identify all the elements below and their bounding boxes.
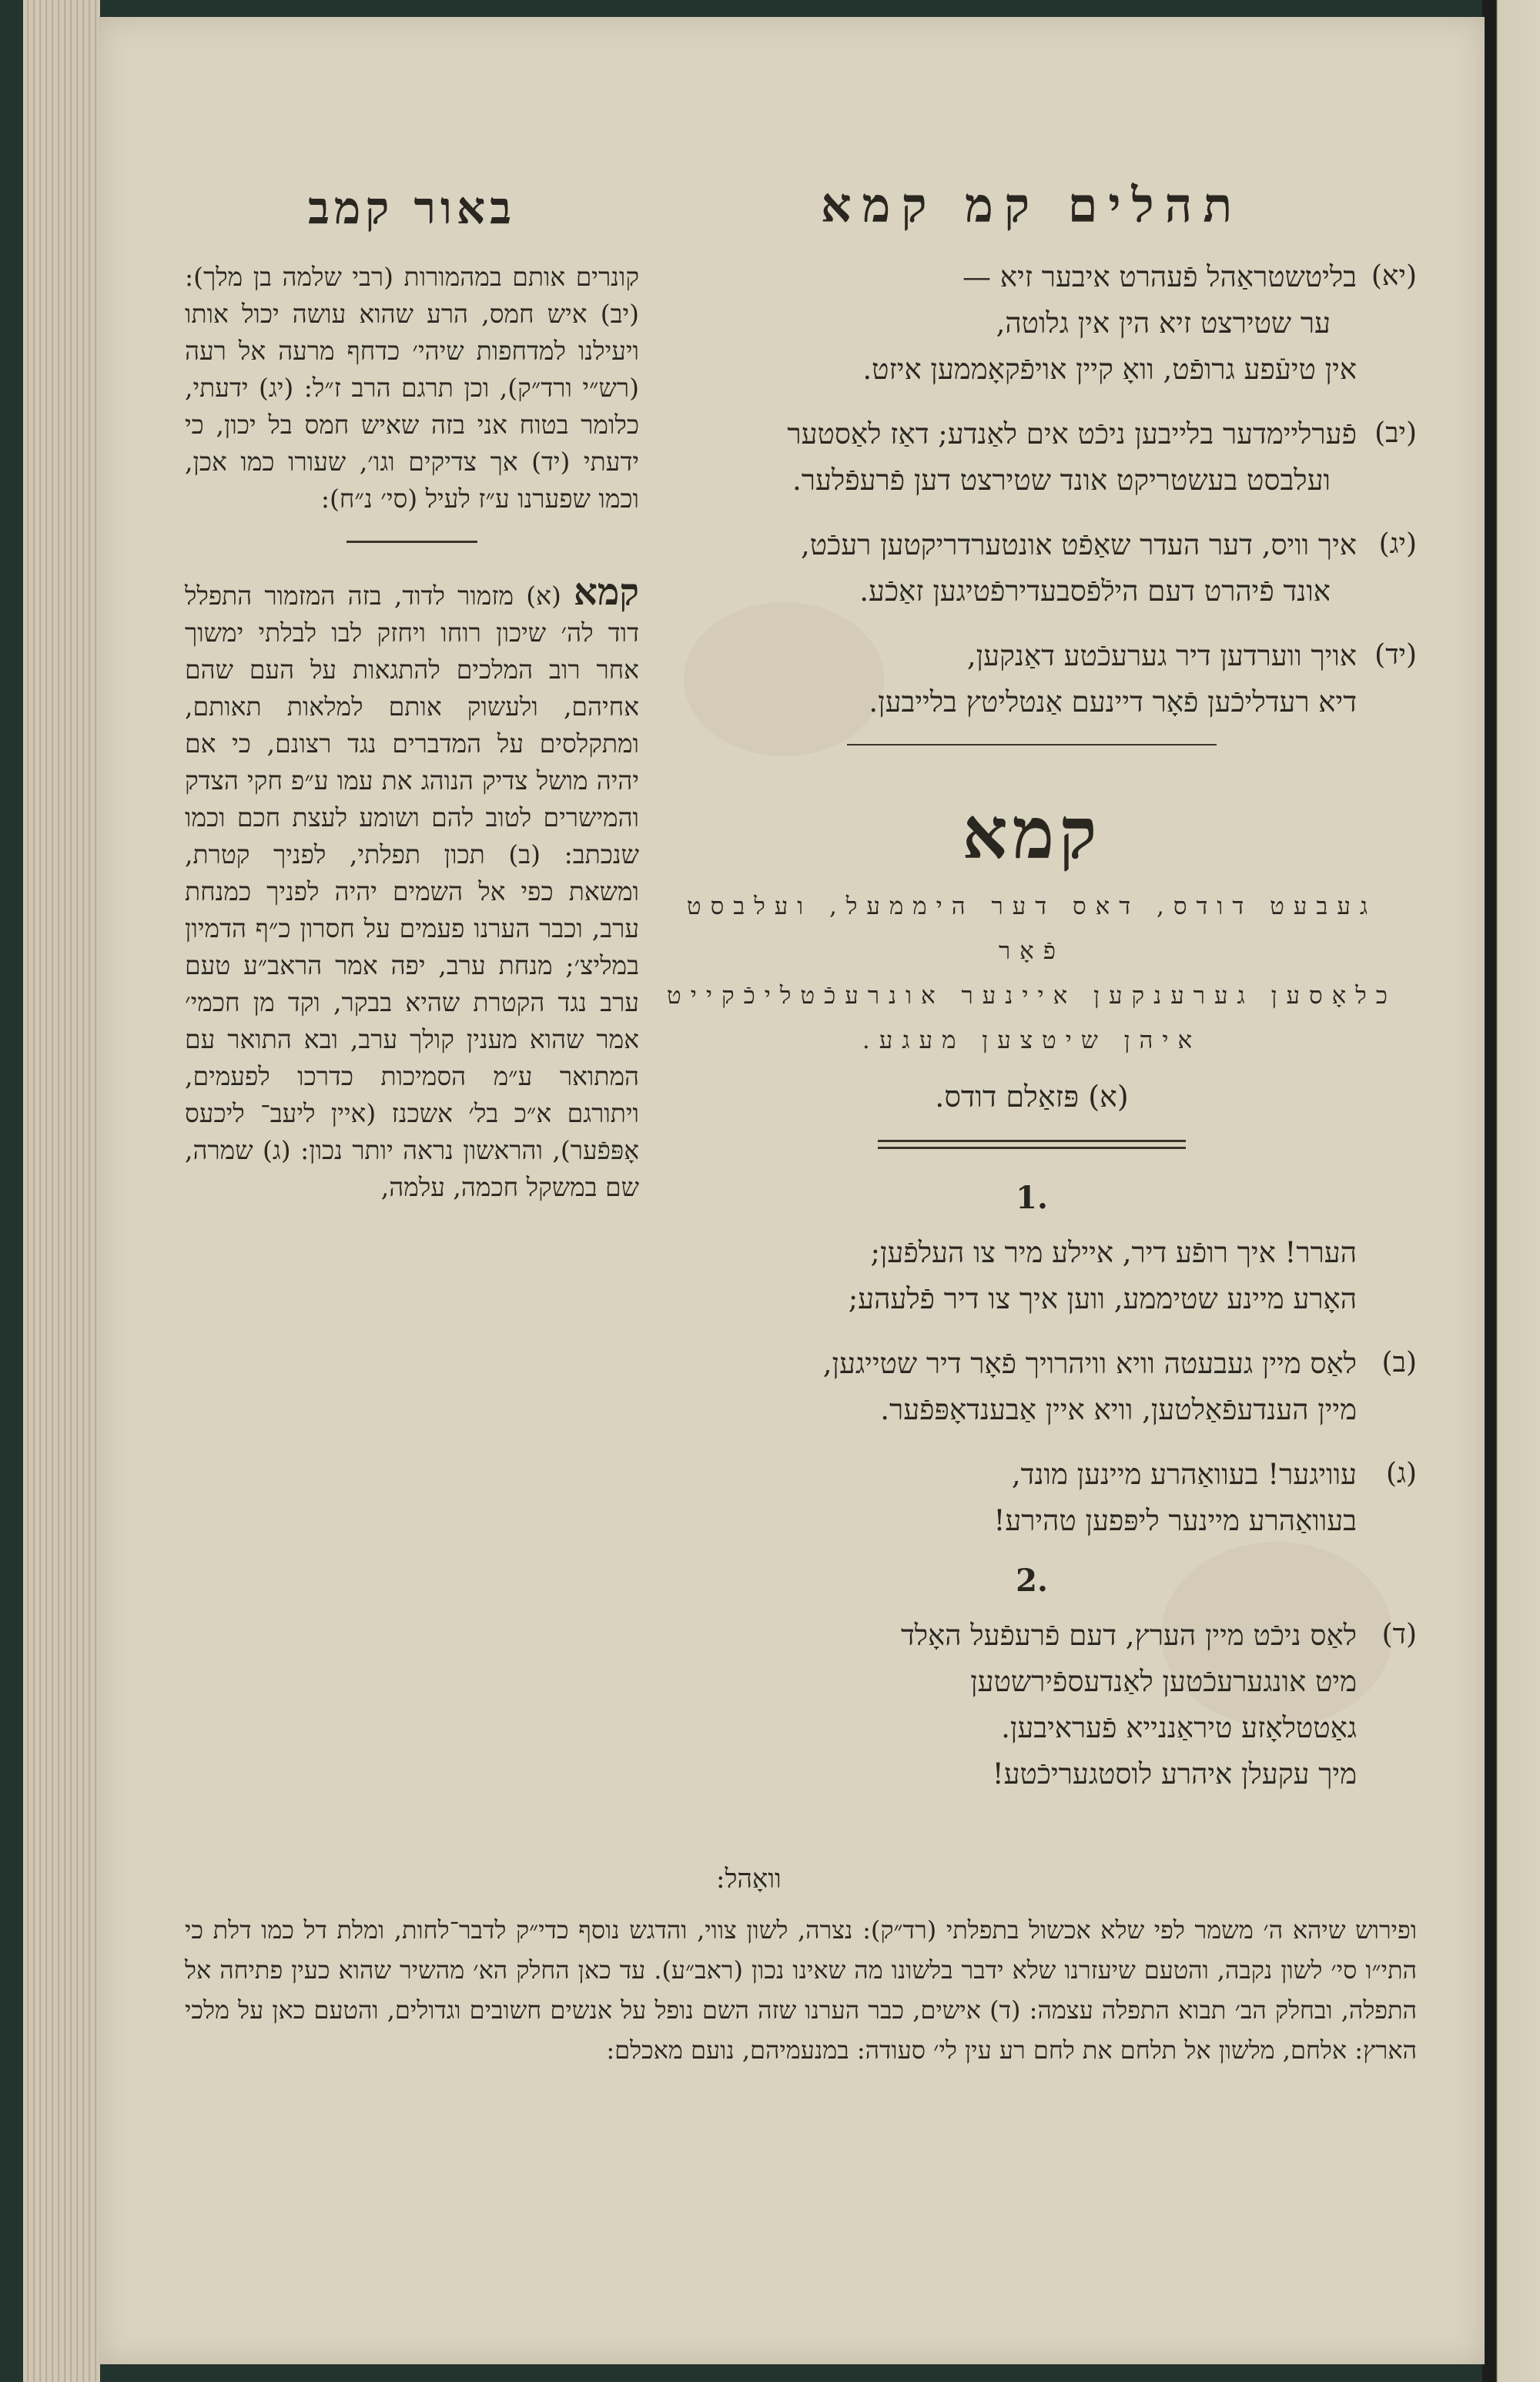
verse-line: בעוואַהרע מיינער ליפּפען טהירע!: [993, 1504, 1357, 1537]
verse-line: אין טיעֿפע גרופֿט, וואָ קיין אויפֿקאָממען איזט.: [862, 353, 1357, 386]
verse-line: איך וויס, דער העדר שאַפֿט אונטערדריקטען רעכֿט,: [801, 528, 1357, 561]
stanza-number: 1.: [1016, 1180, 1048, 1216]
running-header-left: באור קמב: [307, 182, 517, 234]
verse-line: גאַטטלאָזע טיראַננייא פֿעראיבען.: [1001, 1711, 1357, 1744]
psalm-subtitle-line: געבעט דודס, דאס דער היממעל, ועלבסט פֿאָר: [686, 893, 1378, 965]
psalm-superscript: (א) פּזאַלם דודס.: [935, 1080, 1129, 1114]
catchword: וואָהל:: [716, 1864, 782, 1895]
verse-number: (ב): [1381, 1347, 1417, 1379]
psalm-subtitle-line: כלאָסען גערענקען איינער אונרעכֿטליכֿקייט: [667, 982, 1397, 1010]
double-rule-divider: [878, 1140, 1186, 1149]
verse-number: (יא): [1371, 260, 1417, 292]
footnote-commentary: ופירוש שיהא ה׳ משמר לפי שלא אכשול בתפלתי (רד״ק): נצרה, לשון צווי, והדגש נוסף כדי״ק לדבר־לחות, ומלת דל כמו דלת כי התי״ו סי׳ לשון נקבה, והטעם שיעזרנו שלא ידבר בלשונו מה שאינו נכון (ראב״ע). עד כאן החלק הא׳ מהשיר שהוא כעין פתיחה אל התפלה, ובחלק הב׳ תבוא התפלה עצמה: (ד) אישים, כבר הערנו שזה השם נופל על אנשים חשובים וגדולים, והטעם כאן על מלכי הארץ: אלחם, מלשון אל תלחם את לחם רע עין לי׳ סעודה: במנעמיהם, נועם מאכלם:: [185, 1915, 1417, 2065]
commentary-divider: [346, 541, 477, 543]
verse-line: לאַס מיין געבעטה וויא וויהרויך פֿאָר דיר שטייגען,: [822, 1347, 1357, 1380]
verse-line: לאַס ניכֿט מיין הערץ, דעם פֿרעפֿעל האָלד: [900, 1619, 1357, 1652]
verse: [647, 254, 1417, 393]
verse: [647, 1341, 1417, 1433]
verse-line: עוויגער! בעוואַהרע מיינען מונד,: [1011, 1458, 1357, 1491]
commentary-column: [185, 162, 639, 1206]
verse: [647, 522, 1417, 615]
verse-line: ועלבסט בעשטריקט אונד שטירצט דען פֿרעפֿלער.: [792, 464, 1331, 497]
verse-number: [1357, 1230, 1417, 1322]
verse-number: (ד): [1381, 1619, 1417, 1650]
verse: [647, 411, 1417, 504]
verse: [647, 1613, 1417, 1797]
verse-number: (יב): [1374, 417, 1417, 449]
verse-line: פֿערליימדער בלייבען ניכֿט אים לאַנדע; דאַז לאַסטער: [787, 417, 1357, 451]
section-divider: [847, 744, 1217, 745]
verse-line: מיך עקעלן איהרע לוסטגעריכֿטע!: [992, 1757, 1357, 1791]
running-header-right: תהלים קמ קמא: [820, 177, 1244, 233]
psalm-title: קמא: [962, 792, 1102, 875]
verse-number: (יד): [1374, 639, 1417, 671]
verse-line: ער שטירצט זיא הין אין גלוטה,: [996, 307, 1331, 340]
verse-line: מיין הענדעפֿאַלטען, וויא איין אַבענדאָפּפֿער.: [880, 1393, 1357, 1426]
verse-number: (ג): [1386, 1458, 1417, 1489]
psalm-subtitle-line: איהן שיטצען מעגע.: [862, 1027, 1202, 1054]
verse: [647, 1452, 1417, 1544]
book-facing-page-edge: [1482, 0, 1540, 2382]
verse-line: אונד פֿיהרט דעם הילֿפֿסבעדירפֿטיגען זאַכֿע.: [859, 575, 1331, 608]
verse: [647, 1230, 1417, 1322]
commentary-body: (א) מזמור לדוד, בזה המזמור התפלל דוד לה׳ שיכון רוחו ויחזק לבו לבלתי ימשוך אחר רוב המלכים להתגאות על העם שהם אחיהם, ולעשוק אותם למלאות תאותם, ומתקלסים על המדברים נגד רצונם, כי אם יהיה מושל צדיק הנוהג את עמו ע״פ חקי הצדק והמישרים לטוב להם ושומע לעצת חכם וכמו שנכתב: (ב) תכון תפלתי, לפניך קטרת, ומשאת כפי אל השמים יהיה לפניך כמנחת ערב, וכבר הערנו פעמים על חסרון כ״ף הדמיון במליצ׳; מנחת ערב, יפה אמר הראב״ע טעם ערב נגד הקטרת שהיא בבקר, וקד מן חכמי׳ אמר שהוא מענין קולך ערב, ובא התואר עם המתואר ע״מ הסמיכות כדרכו לפעמים, ויתורגם א״כ בל׳ אשכנז (איין ליעב־ ליכעס אָפּפֿער), והראשון נראה יותר נכון: (ג) שמרה, שם במשקל חכמה, עלמה,: [185, 581, 639, 1202]
verse-line: הערר! איך רופֿע דיר, איילע מיר צו העלפֿען;: [870, 1236, 1357, 1269]
verse: [647, 633, 1417, 725]
verse-line: אויך ווערדען דיר גערעכֿטע דאַנקען,: [966, 639, 1357, 672]
verse-line: האָרע מיינע שטיממע, ווען איך צו דיר פֿלעהע;: [848, 1282, 1357, 1315]
previous-psalm-verses: [647, 254, 1417, 725]
verse-line: בליטשטראַהל פֿעהרט איבער זיא —: [962, 260, 1357, 293]
stanza-number: 2.: [1016, 1563, 1048, 1599]
translation-column: [647, 162, 1417, 1816]
commentary-psalm-title: קמא: [574, 571, 639, 614]
commentary-top: קונרים אותם במהמורות (רבי שלמה בן מלך): (יב) איש חמס, הרע שהוא עושה יכול אותו ויעילנו למדחפות שיהי׳ כדחף מרעה אל רעה (רש״י ורד״ק), וכן תרגם הרב ז״ל: (יג) ידעתי, כלומר בטוח אני בזה שאיש חמס בל יכון, כי ידעתי (יד) אך צדיקים וגו׳, שעורו כמו אכן, וכמו שפערנו ע״ז לעיל (סי׳ נ״ח):: [185, 262, 639, 514]
verse-number: (יג): [1378, 528, 1417, 560]
verse-line: מיט אונגערעכֿטען לאַנדעספֿירשטען: [970, 1665, 1357, 1698]
verse-line: דיא רעדליכֿען פֿאָר דיינעם אַנטליטץ בלייבען.: [869, 685, 1357, 719]
book-page-edges: [23, 0, 100, 2382]
